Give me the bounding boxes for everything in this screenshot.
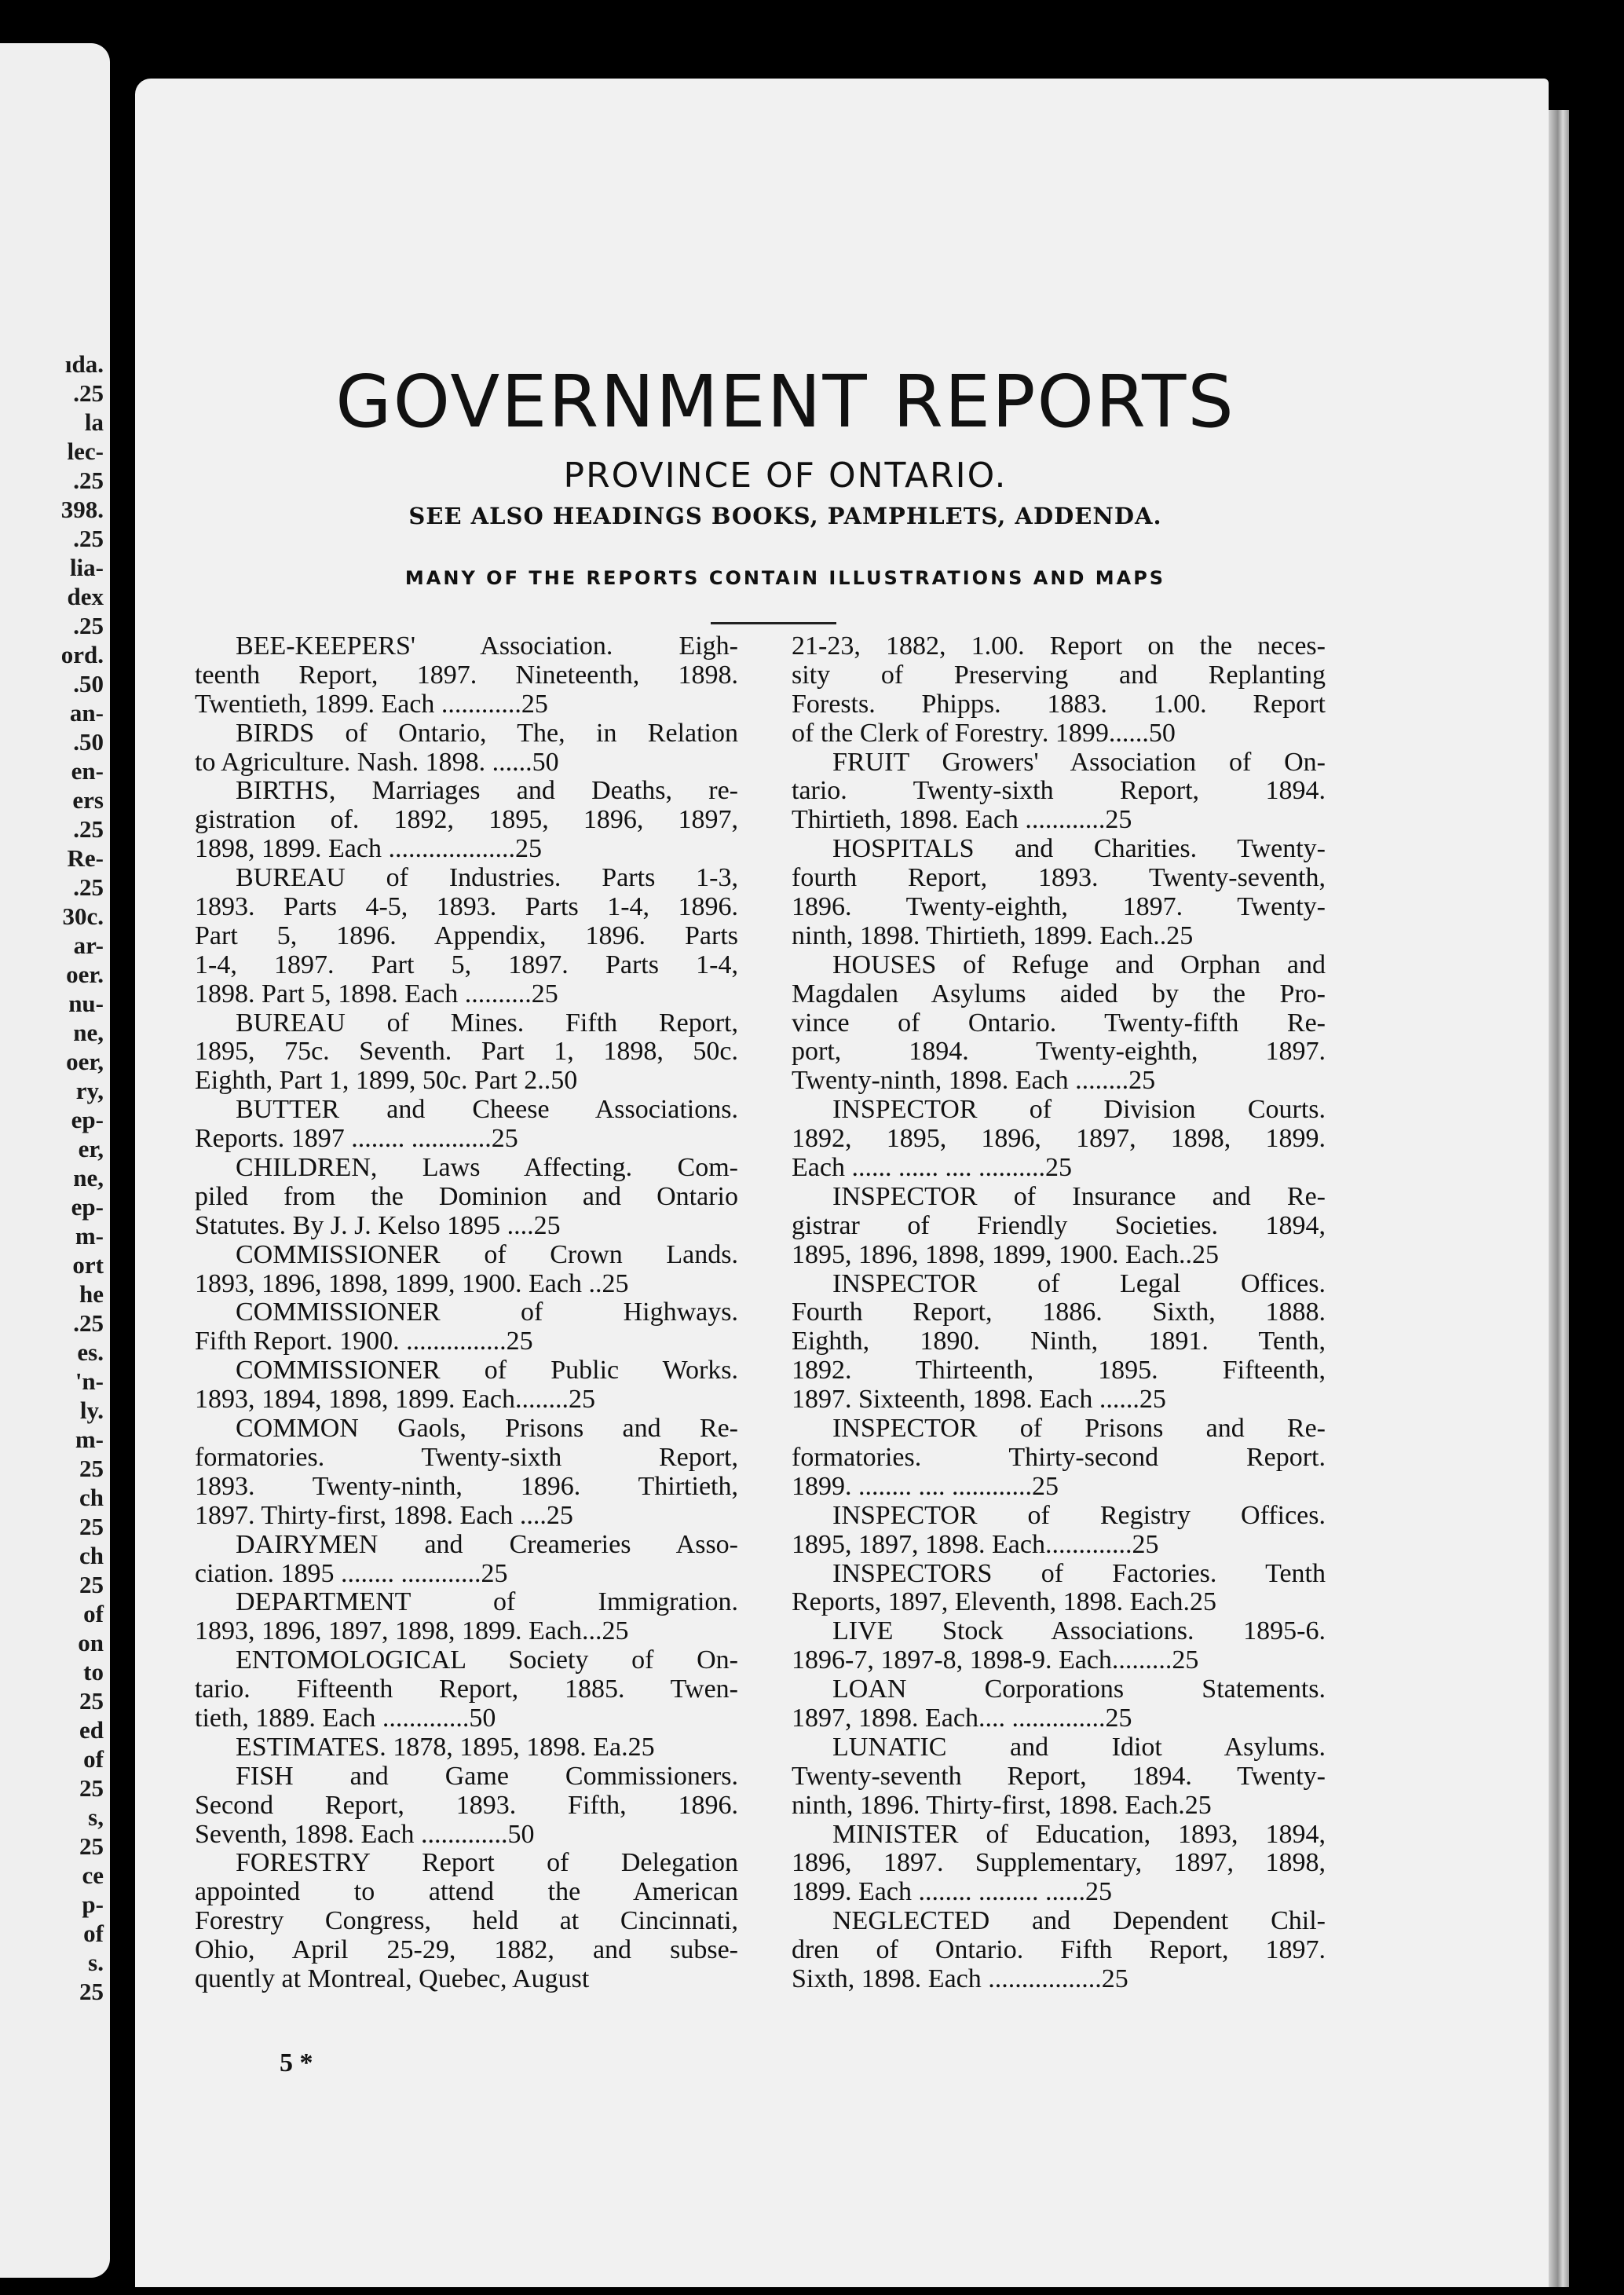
entry-line: formatories. Twenty-sixth Report,: [195, 1442, 738, 1472]
left-fragment-line: 25: [79, 1832, 104, 1860]
entry-line: vince of Ontario. Twenty-fifth Re-: [792, 1008, 1326, 1038]
entry-line: ciation. 1895 ........ ............25: [195, 1558, 508, 1588]
entry-line: 1896. Twenty-eighth, 1897. Twenty-: [792, 892, 1326, 922]
left-fragment-line: 25: [79, 1513, 104, 1540]
report-entry: [195, 777, 738, 864]
entry-line: 1895, 1897, 1898. Each.............25: [792, 1529, 1159, 1559]
entry-line: 1892. Thirteenth, 1895. Fifteenth,: [792, 1356, 1326, 1385]
entry-line: COMMON Gaols, Prisons and Re-: [236, 1414, 738, 1444]
entry-line: Eighth, Part 1, 1899, 50c. Part 2..50: [195, 1066, 578, 1096]
entry-line: Fourth Report, 1886. Sixth, 1888.: [792, 1298, 1326, 1327]
left-fragment-line: .25: [73, 467, 104, 494]
report-entry: [195, 1009, 738, 1096]
entry-line: ENTOMOLOGICAL Society of On-: [236, 1645, 738, 1675]
entry-line: ninth, 1896. Thirty-first, 1898. Each.25: [792, 1790, 1212, 1820]
entry-line: Ohio, April 25-29, 1882, and subse-: [195, 1935, 738, 1965]
left-fragment-line: ep-: [71, 1106, 104, 1133]
entry-line: 1896, 1897. Supplementary, 1897, 1898,: [792, 1848, 1326, 1878]
entry-line: Reports, 1897, Eleventh, 1898. Each.25: [792, 1587, 1217, 1617]
entry-line: COMMISSIONER of Crown Lands.: [236, 1239, 738, 1269]
entry-line: Twenty-seventh Report, 1894. Twenty-: [792, 1761, 1326, 1791]
report-entry: [195, 719, 738, 778]
entry-line: Eighth, 1890. Ninth, 1891. Tenth,: [792, 1327, 1326, 1356]
entry-line: dren of Ontario. Fifth Report, 1897.: [792, 1935, 1326, 1965]
left-fragment-line: en-: [71, 757, 104, 785]
entry-line: ninth, 1898. Thirtieth, 1899. Each..25: [792, 921, 1194, 950]
entry-line: 1897. Thirty-first, 1898. Each ....25: [195, 1500, 573, 1530]
entry-line: 1893, 1896, 1898, 1899, 1900. Each ..25: [195, 1268, 629, 1298]
entry-line: BEE-KEEPERS' Association. Eigh-: [236, 631, 738, 661]
entry-line: Forestry Congress, held at Cincinnati,: [195, 1906, 738, 1936]
left-fragment-line: ne,: [73, 1019, 104, 1046]
left-fragment-line: .25: [73, 525, 104, 552]
entry-line: LIVE Stock Associations. 1895-6.: [832, 1616, 1326, 1646]
left-fragment-line: he: [79, 1280, 104, 1308]
report-entry: [792, 1096, 1326, 1183]
left-fragment-line: an-: [69, 699, 104, 727]
left-fragment-line: ed: [79, 1716, 104, 1744]
left-fragment-line: on: [78, 1629, 104, 1656]
entry-line: 1-4, 1897. Part 5, 1897. Parts 1-4,: [195, 950, 738, 979]
entry-line: ESTIMATES. 1878, 1895, 1898. Ea.25: [236, 1732, 655, 1762]
report-entry: [792, 835, 1326, 951]
report-entry: [195, 1733, 738, 1762]
see-also-note: SEE ALSO HEADINGS BOOKS, PAMPHLETS, ADDENDA.: [408, 503, 1162, 529]
left-fragment-line: to: [83, 1658, 104, 1686]
left-fragment-line: of: [83, 1920, 104, 1947]
left-fragment-line: oer.: [66, 961, 104, 988]
entry-line: FRUIT Growers' Association of On-: [832, 747, 1326, 777]
title-divider: [711, 622, 836, 624]
report-entry: [195, 1241, 738, 1299]
left-fragment-line: .25: [73, 612, 104, 639]
entry-line: BUREAU of Mines. Fifth Report,: [236, 1008, 738, 1038]
left-fragment-line: lec-: [67, 437, 104, 465]
entry-line: BIRTHS, Marriages and Deaths, re-: [236, 776, 738, 806]
report-entry: [792, 1821, 1326, 1908]
report-entry: [792, 1183, 1326, 1270]
entry-line: COMMISSIONER of Public Works.: [236, 1356, 738, 1385]
entry-line: BUTTER and Cheese Associations.: [236, 1095, 738, 1125]
report-entry: [792, 1502, 1326, 1560]
entry-line: Statutes. By J. J. Kelso 1895 ....25: [195, 1210, 561, 1240]
entry-line: 1899. Each ........ ......... ......25: [792, 1877, 1112, 1907]
entry-line: INSPECTOR of Division Courts.: [832, 1095, 1326, 1125]
report-entry: [195, 1154, 738, 1241]
left-fragment-line: lia-: [69, 554, 104, 581]
entry-line: INSPECTOR of Registry Offices.: [832, 1500, 1326, 1530]
left-fragment-line: nu-: [68, 990, 104, 1017]
entry-line: sity of Preserving and Replanting: [792, 660, 1326, 690]
left-fragment-line: .25: [73, 1309, 104, 1337]
left-fragment-line: .50: [73, 670, 104, 697]
left-fragment-line: 25: [79, 1774, 104, 1802]
left-fragment-line: dex: [67, 583, 104, 610]
entry-line: HOSPITALS and Charities. Twenty-: [832, 834, 1326, 864]
entry-line: Second Report, 1893. Fifth, 1896.: [195, 1790, 738, 1820]
report-entry: [792, 632, 1326, 749]
report-entry: [792, 1675, 1326, 1733]
left-fragment-line: p-: [82, 1891, 104, 1918]
left-fragment-line: .25: [73, 873, 104, 901]
entry-line: INSPECTOR of Prisons and Re-: [832, 1414, 1326, 1444]
report-entry: [195, 1849, 738, 1993]
report-entry: [792, 1415, 1326, 1502]
report-entry: [195, 1646, 738, 1733]
report-entry: [792, 1270, 1326, 1415]
left-fragment-line: of: [83, 1745, 104, 1773]
left-fragment-line: .25: [73, 379, 104, 407]
left-fragment-line: la: [84, 408, 104, 436]
entry-line: gistration of. 1892, 1895, 1896, 1897,: [195, 805, 738, 835]
entry-line: 1893, 1894, 1898, 1899. Each........25: [195, 1385, 595, 1415]
entry-line: 1899. ........ .... ............25: [792, 1471, 1059, 1501]
entry-line: INSPECTOR of Legal Offices.: [832, 1268, 1326, 1298]
entry-line: Forests. Phipps. 1883. 1.00. Report: [792, 689, 1326, 719]
left-fragment-line: ers: [72, 786, 104, 814]
report-entry: [195, 1415, 738, 1531]
entry-line: port, 1894. Twenty-eighth, 1897.: [792, 1037, 1326, 1067]
entry-line: INSPECTORS of Factories. Tenth: [832, 1558, 1326, 1588]
page-title: GOVERNMENT REPORTS: [335, 360, 1235, 444]
entry-line: formatories. Thirty-second Report.: [792, 1442, 1326, 1472]
left-fragment-line: Re-: [67, 844, 104, 872]
entry-line: NEGLECTED and Dependent Chil-: [832, 1906, 1326, 1936]
entry-line: DAIRYMEN and Creameries Asso-: [236, 1529, 738, 1559]
entry-line: to Agriculture. Nash. 1898. ......50: [195, 747, 559, 777]
left-fragment-line: m-: [75, 1222, 104, 1250]
entry-line: 21-23, 1882, 1.00. Report on the neces-: [792, 631, 1326, 661]
entry-line: gistrar of Friendly Societies. 1894,: [792, 1210, 1326, 1240]
left-fragment-line: ne,: [73, 1164, 104, 1191]
entry-line: INSPECTOR of Insurance and Re-: [832, 1181, 1326, 1211]
entry-line: Each ...... ...... .... ..........25: [792, 1153, 1072, 1183]
left-fragment-line: ch: [79, 1484, 104, 1511]
entry-line: tario. Fifteenth Report, 1885. Twen-: [195, 1675, 738, 1704]
entry-line: Twenty-ninth, 1898. Each ........25: [792, 1066, 1156, 1096]
left-fragment-line: s,: [88, 1803, 104, 1831]
report-entry: [195, 1531, 738, 1589]
report-entry: [195, 1762, 738, 1850]
entry-line: MINISTER of Education, 1893, 1894,: [832, 1819, 1326, 1849]
entry-line: fourth Report, 1893. Twenty-seventh,: [792, 863, 1326, 893]
left-fragment-line: ar-: [73, 932, 104, 959]
entry-line: Sixth, 1898. Each .................25: [792, 1964, 1128, 1993]
entry-line: Fifth Report. 1900. ...............25: [195, 1327, 533, 1356]
entry-line: quently at Montreal, Quebec, August: [195, 1964, 590, 1993]
entry-line: 1896-7, 1897-8, 1898-9. Each.........25: [792, 1645, 1199, 1675]
entry-line: COMMISSIONER of Highways.: [236, 1298, 738, 1327]
entry-line: tieth, 1889. Each .............50: [195, 1703, 496, 1733]
entry-line: 1893, 1896, 1897, 1898, 1899. Each...25: [195, 1616, 629, 1646]
right-column: [792, 632, 1326, 1994]
page-subtitle: PROVINCE OF ONTARIO.: [563, 456, 1008, 496]
report-entry: [195, 1096, 738, 1154]
left-fragment-line: 30c.: [62, 902, 104, 930]
left-fragment-line: ly.: [79, 1396, 104, 1424]
entry-line: 1893. Twenty-ninth, 1896. Thirtieth,: [195, 1471, 738, 1501]
left-fragment-line: ch: [79, 1542, 104, 1569]
entry-line: DEPARTMENT of Immigration.: [236, 1587, 738, 1617]
left-column: [195, 632, 738, 1994]
entry-line: teenth Report, 1897. Nineteenth, 1898.: [195, 660, 738, 690]
left-fragment-line: er,: [78, 1135, 104, 1162]
report-entry: [195, 1588, 738, 1646]
entry-line: Seventh, 1898. Each .............50: [195, 1819, 535, 1849]
report-entry: [792, 1907, 1326, 1994]
entry-line: Part 5, 1896. Appendix, 1896. Parts: [195, 921, 738, 950]
left-fragment-line: .25: [73, 815, 104, 843]
entry-line: 1898, 1899. Each ...................25: [195, 834, 542, 864]
entry-line: 1897, 1898. Each.... ..............25: [792, 1703, 1132, 1733]
left-fragment-line: 25: [79, 1455, 104, 1482]
left-fragment-line: 'n-: [75, 1367, 104, 1395]
illustrations-note: MANY OF THE REPORTS CONTAIN ILLUSTRATIONS AND MAPS: [404, 567, 1166, 589]
report-entry: [195, 1356, 738, 1415]
left-page-fragment: [0, 43, 110, 2278]
entry-line: 1895, 1896, 1898, 1899, 1900. Each..25: [792, 1239, 1219, 1269]
report-entry: [792, 1617, 1326, 1675]
left-fragment-line: 398.: [60, 496, 104, 523]
left-fragment-line: ort: [72, 1251, 104, 1279]
left-fragment-line: s.: [88, 1949, 104, 1976]
entry-line: Thirtieth, 1898. Each ............25: [792, 805, 1132, 835]
left-fragment-line: m-: [75, 1426, 104, 1453]
entry-line: BUREAU of Industries. Parts 1-3,: [236, 863, 738, 893]
entry-line: of the Clerk of Forestry. 1899......50: [792, 718, 1176, 748]
report-entry: [792, 1733, 1326, 1821]
left-fragment-line: 25: [79, 1571, 104, 1598]
entry-line: 1893. Parts 4-5, 1893. Parts 1-4, 1896.: [195, 892, 738, 922]
left-fragment-line: 25: [79, 1978, 104, 2005]
entry-line: LOAN Corporations Statements.: [832, 1675, 1326, 1704]
left-fragment-line: ce: [82, 1861, 104, 1889]
report-entry: [792, 951, 1326, 1096]
report-entry: [792, 1560, 1326, 1618]
left-fragment-line: 25: [79, 1687, 104, 1715]
page-number: 5 *: [280, 2048, 313, 2077]
report-entry: [195, 632, 738, 719]
entry-line: CHILDREN, Laws Affecting. Com-: [236, 1153, 738, 1183]
left-fragment-line: ord.: [60, 641, 104, 668]
left-fragment-line: es.: [77, 1338, 104, 1366]
entry-line: LUNATIC and Idiot Asylums.: [832, 1732, 1326, 1762]
left-fragment-line: ry,: [75, 1077, 104, 1104]
entry-line: 1892, 1895, 1896, 1897, 1898, 1899.: [792, 1124, 1326, 1154]
entry-line: 1898. Part 5, 1898. Each ..........25: [195, 979, 558, 1008]
entry-line: tario. Twenty-sixth Report, 1894.: [792, 776, 1326, 806]
entry-line: piled from the Dominion and Ontario: [195, 1181, 738, 1211]
entry-line: BIRDS of Ontario, The, in Relation: [236, 718, 738, 748]
entry-line: Reports. 1897 ........ ............25: [195, 1124, 518, 1154]
report-entry: [195, 1298, 738, 1356]
entry-line: HOUSES of Refuge and Orphan and: [832, 950, 1326, 979]
report-entry: [195, 864, 738, 1008]
left-fragment-line: oer,: [66, 1048, 104, 1075]
left-fragment-line: of: [83, 1600, 104, 1627]
left-fragment-line: .50: [73, 728, 104, 756]
entry-line: appointed to attend the American: [195, 1877, 738, 1907]
entry-line: FISH and Game Commissioners.: [236, 1761, 738, 1791]
entry-line: 1897. Sixteenth, 1898. Each ......25: [792, 1385, 1166, 1415]
page-edge: [1549, 110, 1569, 2287]
entry-line: 1895, 75c. Seventh. Part 1, 1898, 50c.: [195, 1037, 738, 1067]
entry-line: Twentieth, 1899. Each ............25: [195, 689, 548, 719]
left-fragment-line: ıda.: [64, 350, 104, 378]
report-entry: [792, 749, 1326, 836]
entry-line: Magdalen Asylums aided by the Pro-: [792, 979, 1326, 1008]
left-fragment-line: ep-: [71, 1193, 104, 1221]
entry-line: FORESTRY Report of Delegation: [236, 1848, 738, 1878]
left-page-text-fragments: [61, 350, 104, 2006]
